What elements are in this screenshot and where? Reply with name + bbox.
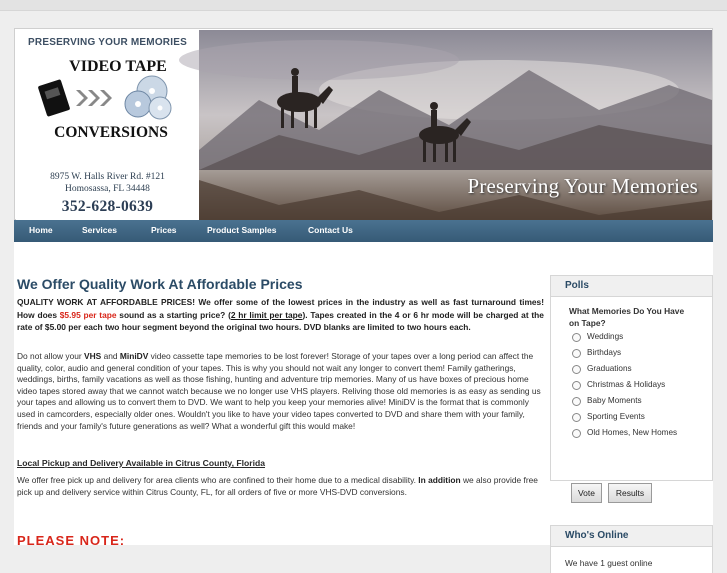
- polls-module: [550, 275, 713, 498]
- description-text: and: [101, 351, 120, 361]
- description-paragraph: [17, 351, 544, 432]
- radio-button[interactable]: [572, 413, 581, 422]
- page-title: We Offer Quality Work At Affordable Prices: [17, 276, 303, 292]
- pickup-paragraph: [17, 474, 544, 498]
- header-tagline: PRESERVING YOUR MEMORIES: [28, 37, 187, 48]
- top-strip: [0, 0, 727, 11]
- poll-question: What Memories Do You Have on Tape?: [569, 306, 685, 328]
- radio-button[interactable]: [572, 365, 581, 374]
- nav-services[interactable]: Services: [82, 225, 117, 235]
- hr-limit-link[interactable]: 2 hr limit per tape: [230, 309, 303, 320]
- pickup-bold-text: In addition: [418, 475, 461, 485]
- vhs-label: VHS: [84, 351, 102, 361]
- intro-paragraph: [17, 296, 544, 334]
- poll-option-label: Birthdays: [587, 348, 622, 357]
- radio-button[interactable]: [572, 381, 581, 390]
- page-wrapper: [14, 28, 713, 568]
- address-line2: Homosassa, FL 34448: [65, 184, 150, 194]
- pickup-text: we also provide free pick up and delivery service within Citrus County, FL, for all orders of five or more VHS-DVD conversions.: [17, 475, 538, 497]
- nav-prices[interactable]: Prices: [151, 225, 177, 235]
- phone-number: 352-628-0639: [61, 198, 154, 215]
- logo-line2: CONVERSIONS: [54, 124, 168, 141]
- header-banner: [199, 30, 712, 220]
- vhs-tape-icon: [38, 79, 71, 117]
- whos-online-module: [550, 525, 713, 573]
- pickup-heading: Local Pickup and Delivery Available in Citrus County, Florida: [17, 458, 266, 468]
- intro-text: sound as a starting price? (: [116, 309, 231, 320]
- site-header: [14, 28, 713, 220]
- please-note-heading: PLEASE NOTE:: [17, 533, 126, 548]
- polls-title: Polls: [551, 276, 712, 297]
- radio-button[interactable]: [572, 429, 581, 438]
- arrow-icon: [76, 90, 112, 106]
- radio-button[interactable]: [572, 333, 581, 342]
- nav-contact-us[interactable]: Contact Us: [308, 225, 353, 235]
- vote-button[interactable]: Vote: [571, 483, 602, 503]
- nav-product-samples[interactable]: Product Samples: [207, 225, 277, 235]
- logo-panel: [16, 30, 199, 220]
- banner-caption: Preserving Your Memories: [467, 174, 698, 198]
- poll-option-label: Baby Moments: [587, 396, 642, 405]
- company-logo[interactable]: [36, 56, 186, 140]
- results-button[interactable]: Results: [608, 483, 652, 503]
- poll-option-label: Sporting Events: [587, 412, 645, 421]
- radio-button[interactable]: [572, 397, 581, 406]
- address: [16, 171, 199, 195]
- main-nav: [14, 220, 713, 242]
- whos-online-title: Who's Online: [551, 526, 712, 547]
- radio-button[interactable]: [572, 349, 581, 358]
- dvd-discs-icon: [125, 76, 171, 119]
- logo-line1: VIDEO TAPE: [69, 58, 167, 75]
- description-text: Do not allow your: [17, 351, 85, 361]
- poll-option-label: Graduations: [587, 364, 632, 373]
- intro-text: ). Tapes created in the 4 or 6 hr mode will be charged at the rate of $5.00 per each two hour segment beyond the original two hours. DVD blanks are limited to two hours each.: [17, 309, 544, 332]
- guest-count: We have 1 guest online: [565, 558, 653, 568]
- address-line1: 8975 W. Halls River Rd. #121: [50, 172, 165, 182]
- minidv-label: MiniDV: [119, 351, 149, 361]
- poll-option-label: Christmas & Holidays: [587, 380, 666, 389]
- poll-option-label: Weddings: [587, 332, 624, 341]
- nav-home[interactable]: Home: [29, 225, 53, 235]
- description-text: video cassette tape memories to be lost forever! Storage of your tapes over a long period can affect the quality, color, audio and general condition of your tapes. This is why you should not wait any longer to convert them! Family gatherings, weddings, births, family vacations as well as those fishing, hunting and adventure trip memories. Many of us have boxes of precious home video tapes stored away that we cannot watch because we no longer use VHS players. Reliving those old memories is as easy as sending us your tapes and allowing us to convert them to DVD. We want to help you keep your memories alive! MiniDV is the format that is commonly used in camcorders, especially older ones. Wouldn't you like to have your video tapes converted to DVD and share them with your family, friends and your family's future generations as well? What a wonderful gift this would make!: [17, 351, 541, 431]
- poll-option-label: Old Homes, New Homes: [587, 428, 678, 437]
- price-highlight: $5.95 per tape: [59, 309, 117, 320]
- pickup-text: We offer free pick up and delivery for area clients who are confined to their home due to a medical disability.: [17, 475, 419, 485]
- intro-text: QUALITY WORK AT AFFORDABLE PRICES! We offer some of the lowest prices in the industry as well as fast turnaround times! How does: [17, 297, 544, 320]
